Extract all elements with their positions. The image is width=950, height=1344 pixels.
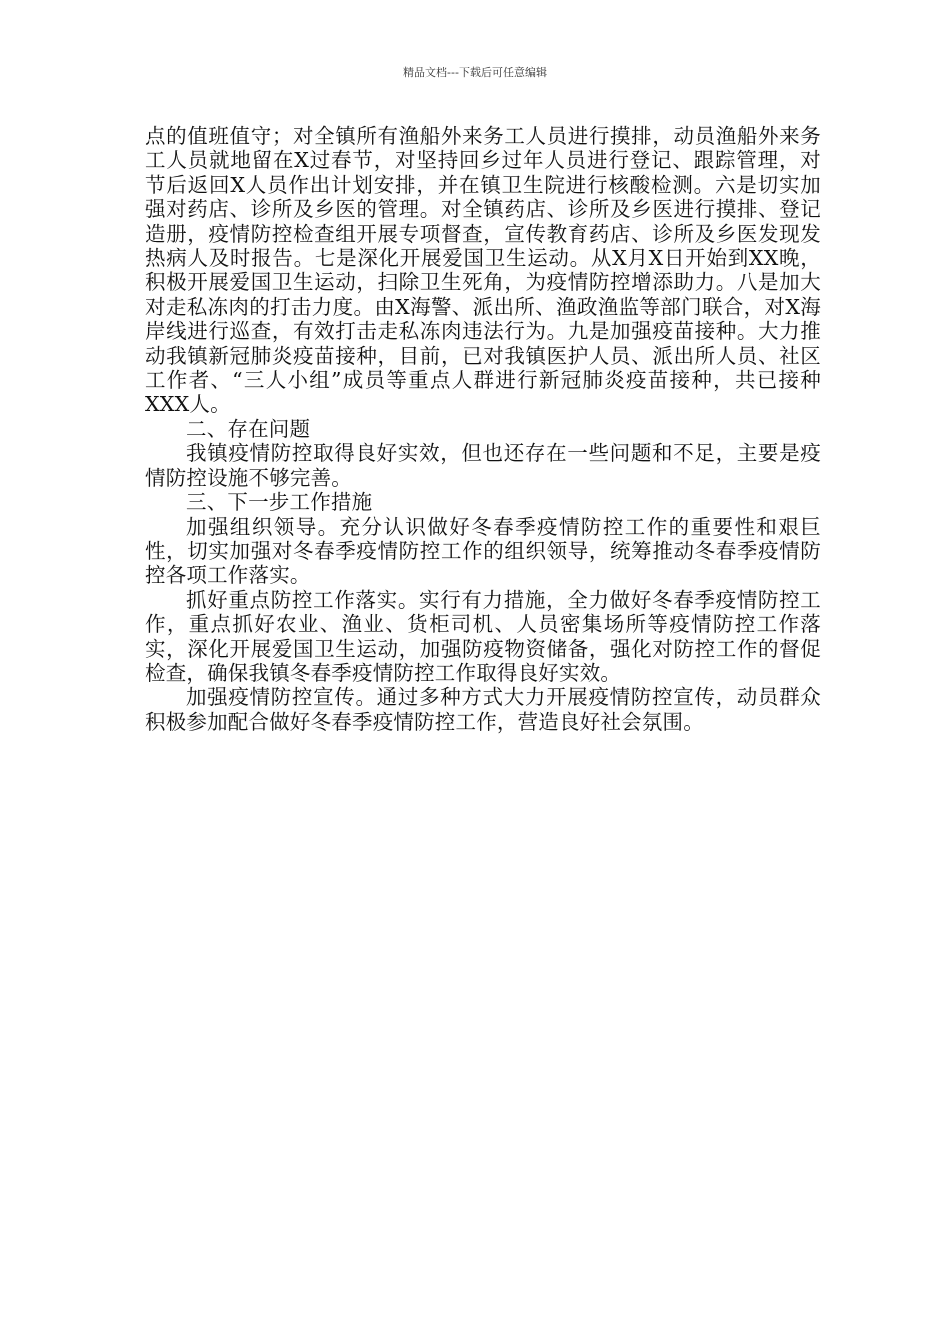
section-heading-next-steps: 三、下一步工作措施 [186, 490, 373, 515]
page-header: 精品文档---下载后可任意编辑 [403, 66, 547, 79]
paragraph-problems: 我镇疫情防控取得良好实效，但也还存在一些问题和不足，主要是疫情防控设施不够完善。 [145, 441, 821, 490]
paragraph-implementation: 抓好重点防控工作落实。实行有力措施，全力做好冬春季疫情防控工作，重点抓好农业、渔业、货柜司机、人员密集场所等疫情防控工作落实，深化开展爱国卫生运动，加强防疫物资储备，强化对防控工作的督促检查，确保我镇冬春季疫情防控工作取得良好实效。 [145, 587, 821, 685]
document-body [145, 124, 821, 734]
paragraph-continuation: 点的值班值守；对全镇所有渔船外来务工人员进行摸排，动员渔船外来务工人员就地留在X过春节，对坚持回乡过年人员进行登记、跟踪管理，对节后返回X人员作出计划安排，并在镇卫生院进行核酸检测。六是切实加强对药店、诊所及乡医的管理。对全镇药店、诊所及乡医进行摸排、登记造册，疫情防控检查组开展专项督查，宣传教育药店、诊所及乡医发现发热病人及时报告。七是深化开展爱国卫生运动。从X月X日开始到XX晚，积极开展爱国卫生运动，扫除卫生死角，为疫情防控增添助力。八是加大对走私冻肉的打击力度。由X海警、派出所、渔政渔监等部门联合，对X海岸线进行巡查，有效打击走私冻肉违法行为。九是加强疫苗接种。大力推动我镇新冠肺炎疫苗接种，目前，已对我镇医护人员、派出所人员、社区工作者、“三人小组”成员等重点人群进行新冠肺炎疫苗接种，共已接种XXX人。 [145, 124, 821, 417]
paragraph-organization: 加强组织领导。充分认识做好冬春季疫情防控工作的重要性和艰巨性，切实加强对冬春季疫情防控工作的组织领导，统筹推动冬春季疫情防控各项工作落实。 [145, 514, 821, 588]
paragraph-publicity: 加强疫情防控宣传。通过多种方式大力开展疫情防控宣传，动员群众积极参加配合做好冬春季疫情防控工作，营造良好社会氛围。 [145, 685, 821, 734]
section-heading-problems: 二、存在问题 [186, 416, 311, 441]
